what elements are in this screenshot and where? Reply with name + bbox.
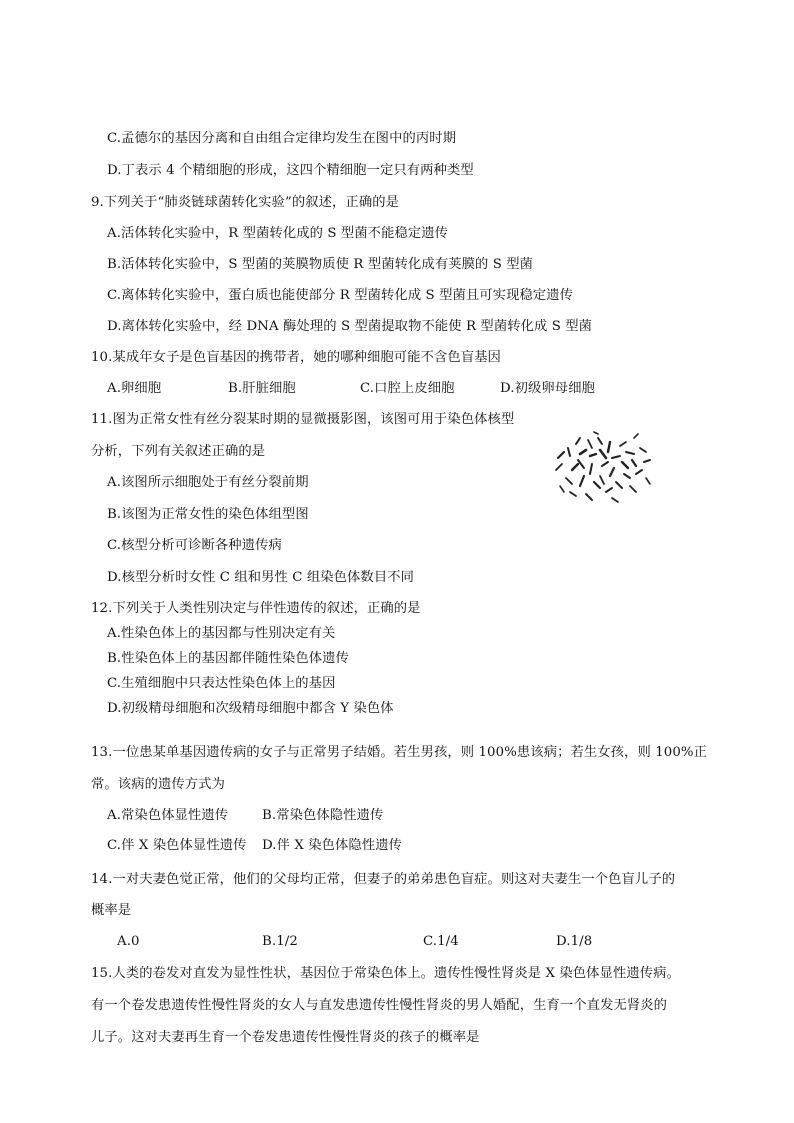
q12-option-b: B.性染色体上的基因都伴随性染色体遗传 (107, 651, 349, 666)
q12-option-d: D.初级精母细胞和次级精母细胞中都含 Y 染色体 (107, 701, 394, 716)
q8-option-c: C.孟德尔的基因分离和自由组合定律均发生在图中的丙时期 (107, 131, 457, 146)
q10-option-a: A.卵细胞 (107, 381, 162, 396)
q11-option-b: B.该图为正常女性的染色体组型图 (107, 507, 309, 522)
q13-option-d: D.伴 X 染色体隐性遗传 (262, 838, 403, 853)
q11-stem-line1: 11.图为正常女性有丝分裂某时期的显微摄影图，该图可用于染色体核型 (91, 412, 515, 427)
q15-stem-line3: 儿子。这对夫妻再生育一个卷发患遗传性慢性肾炎的孩子的概率是 (91, 1030, 480, 1045)
q9-option-d: D.离体转化实验中，经 DNA 酶处理的 S 型菌提取物不能使 R 型菌转化成 S 型菌 (107, 319, 593, 334)
q12-option-c: C.生殖细胞中只表达性染色体上的基因 (107, 676, 336, 691)
q11-stem-line2: 分析，下列有关叙述正确的是 (91, 444, 266, 459)
q14-option-c: C.1/4 (423, 934, 459, 949)
q9-option-a: A.活体转化实验中，R 型菌转化成的 S 型菌不能稳定遗传 (107, 226, 449, 241)
q14-stem-line2: 概率是 (91, 903, 132, 918)
q12-option-a: A.性染色体上的基因都与性别决定有关 (107, 626, 336, 641)
q12-stem: 12.下列关于人类性别决定与伴性遗传的叙述，正确的是 (91, 601, 421, 616)
q10-option-d: D.初级卵母细胞 (500, 381, 595, 396)
q8-option-d: D.丁表示 4 个精细胞的形成，这四个精细胞一定只有两种类型 (107, 163, 474, 178)
q9-stem: 9.下列关于“肺炎链球菌转化实验”的叙述，正确的是 (91, 195, 400, 210)
q9-option-b: B.活体转化实验中，S 型菌的荚膜物质使 R 型菌转化成有荚膜的 S 型菌 (107, 257, 534, 272)
q14-option-a: A.0 (117, 934, 140, 949)
q14-stem-line1: 14.一对夫妻色觉正常，他们的父母均正常，但妻子的弟弟患色盲症。则这对夫妻生一个色盲儿子的 (91, 872, 676, 887)
q11-option-c: C.核型分析可诊断各种遗传病 (107, 538, 282, 553)
q11-option-a: A.该图所示细胞处于有丝分裂前期 (107, 475, 309, 490)
chromosome-micrograph-image (550, 430, 660, 510)
q13-stem-line1: 13.一位患某单基因遗传病的女子与正常男子结婚。若生男孩，则 100%患该病；若生女孩，则 100%正 (91, 745, 708, 760)
q15-stem-line2: 有一个卷发患遗传性慢性肾炎的女人与直发患遗传性慢性肾炎的男人婚配，生育一个直发无肾炎的 (91, 998, 668, 1013)
q11-option-d: D.核型分析时女性 C 组和男性 C 组染色体数目不同 (107, 570, 415, 585)
q10-option-c: C.口腔上皮细胞 (360, 381, 455, 396)
q13-option-a: A.常染色体显性遗传 (107, 808, 229, 823)
q13-option-b: B.常染色体隐性遗传 (262, 808, 384, 823)
q10-stem: 10.某成年女子是色盲基因的携带者，她的哪种细胞可能不含色盲基因 (91, 350, 501, 365)
q14-option-d: D.1/8 (556, 934, 593, 949)
q14-option-b: B.1/2 (262, 934, 298, 949)
q13-option-c: C.伴 X 染色体显性遗传 (107, 838, 247, 853)
q9-option-c: C.离体转化实验中，蛋白质也能使部分 R 型菌转化成 S 型菌且可实现稳定遗传 (107, 288, 574, 303)
q15-stem-line1: 15.人类的卷发对直发为显性性状，基因位于常染色体上。遗传性慢性肾炎是 X 染色体显性遗传病。 (91, 966, 680, 981)
q10-option-b: B.肝脏细胞 (228, 381, 296, 396)
q13-stem-line2: 常。该病的遗传方式为 (91, 777, 225, 792)
